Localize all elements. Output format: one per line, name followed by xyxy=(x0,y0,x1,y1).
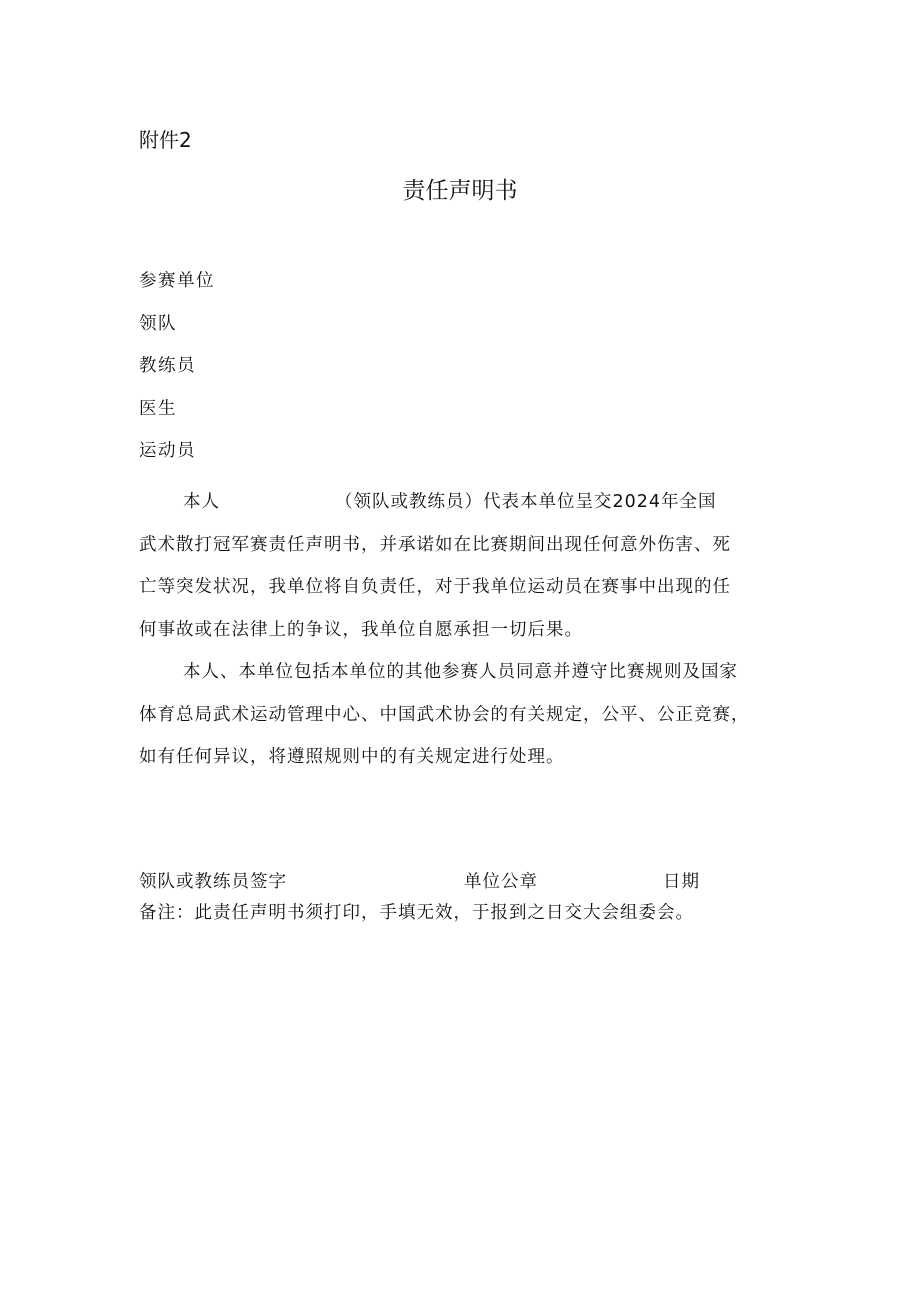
paragraph1-first-line xyxy=(139,484,799,527)
statement-body xyxy=(139,484,799,782)
paragraph2-line: 体育总局武术运动管理中心、中国武术协会的有关规定，公平、公正竞赛， xyxy=(139,704,750,725)
field-doctor: 医生 xyxy=(139,398,177,419)
document-title: 责任声明书 xyxy=(402,178,518,204)
footnote: 备注：此责任声明书须打印，手填无效，于报到之日交大会组委会。 xyxy=(139,903,694,923)
seal-label: 单位公章 xyxy=(464,872,538,892)
paragraph1-line: 亡等突发状况，我单位将自负责任，对于我单位运动员在赛事中出现的任 xyxy=(139,577,731,597)
attachment-label: 附件2 xyxy=(139,128,192,152)
field-coach: 教练员 xyxy=(139,356,196,376)
paragraph1-after-blank: （领队或教练员）代表本单位呈交2024年全国 xyxy=(335,492,717,512)
paragraph1-line: 武术散打冠军赛责任声明书，并承诺如在比赛期间出现任何意外伤害、死 xyxy=(139,534,731,555)
field-team-leader: 领队 xyxy=(139,313,177,334)
field-team-unit: 参赛单位 xyxy=(139,271,215,291)
signer-label: 领队或教练员签字 xyxy=(139,872,287,892)
paragraph1-line: 何事故或在法律上的争议，我单位自愿承担一切后果。 xyxy=(139,619,583,640)
field-athlete: 运动员 xyxy=(139,441,196,461)
paragraph2-line: 如有任何异议，将遵照规则中的有关规定进行处理。 xyxy=(139,747,565,767)
paragraph2-line: 本人、本单位包括本单位的其他参赛人员同意并遵守比赛规则及国家 xyxy=(183,662,738,682)
participant-fields xyxy=(139,267,215,480)
paragraph1-lead: 本人 xyxy=(183,492,220,512)
date-label: 日期 xyxy=(663,872,700,892)
signature-row xyxy=(139,868,839,898)
